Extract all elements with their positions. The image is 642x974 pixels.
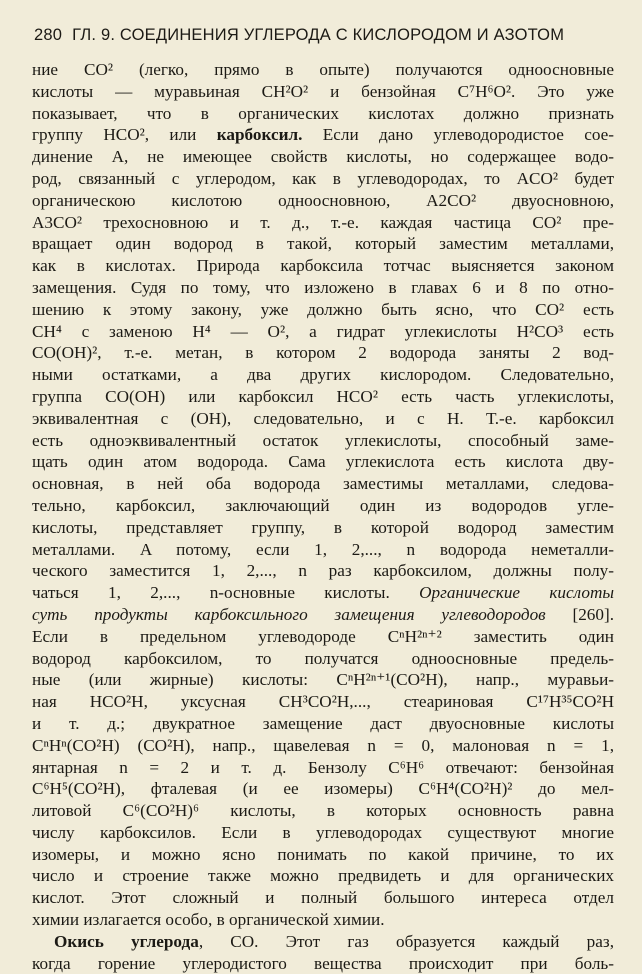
- text-line: изомеры, и можно ясно понимать по какой причине, то их: [32, 844, 614, 864]
- text-line: число и строение также можно предвидеть и для органических: [32, 866, 614, 886]
- footnote-ref: [260].: [545, 604, 614, 624]
- page-number: 280: [34, 26, 63, 44]
- text-line: как в кислотах. Природа карбоксила тотчас выясняется законом: [32, 256, 614, 276]
- text-line: и т. д.; двукратное замещение даст двуосновные кислоты: [32, 713, 614, 733]
- text-line: замещения. Судя по тому, что изложено в главах 6 и 8 по отно-: [32, 277, 614, 297]
- text-line: ная HCO²H, уксусная CH³CO²H,..., стеариновая C¹⁷H³⁵CO²H: [32, 692, 614, 712]
- text-line: органическою кислотою одноосновною, A2CO² двуосновною,: [32, 190, 614, 210]
- text-line: кислот. Этот сложный и полный большого интереса отдел: [32, 888, 614, 908]
- text-line: показывает, что в органических кислотах должно признать: [32, 103, 614, 123]
- text-line: A3CO² трехосновною и т. д., т.-е. каждая частица CO² пре-: [32, 212, 614, 232]
- paragraph-carbon-monoxide: [32, 931, 614, 974]
- text-line: химии излагается особо, в органической химии.: [32, 910, 385, 930]
- text-line: ческого заместится 1, 2,..., n раз карбоксилом, должны полу-: [32, 561, 614, 581]
- text-line: водород карбоксилом, то получатся одноосновные предель-: [32, 648, 614, 668]
- text-line: основная, в ней оба водорода заместимы металлами, следова-: [32, 474, 614, 494]
- text-line: есть одноэквивалентный остаток углекислоты, способный заме-: [32, 430, 614, 450]
- text-line: числу карбоксилов. Если в углеводородах существуют многие: [32, 822, 614, 842]
- text-line: род, связанный с углеродом, как в углеводородах, то ACO² будет: [32, 168, 614, 188]
- text-line: ные (или жирные) кислоты: CⁿH²ⁿ⁺¹(CO²H), напр., муравьи-: [32, 670, 614, 690]
- text-line: кислоты, представляет группу, в которой водород заместим: [32, 517, 614, 537]
- text-fragment: группу HCO², или: [32, 125, 217, 145]
- text-line: ными остатками, а два других кислородом. Следовательно,: [32, 365, 614, 385]
- running-head: [34, 26, 614, 45]
- text-line: янтарная n = 2 и т. д. Бензолу C⁶H⁶ отвечают: бензойная: [32, 757, 614, 777]
- text-fragment: чаться 1, 2,..., n-основные кислоты.: [32, 583, 420, 603]
- term-carbon-monoxide: Окись углерода: [54, 931, 199, 951]
- text-line: CO(OH)², т.-е. метан, в котором 2 водорода заняты 2 вод-: [32, 343, 614, 363]
- text-line: щать один атом водорода. Сама углекислота есть кислота дву-: [32, 452, 614, 472]
- term-carboxyl: карбоксил.: [216, 125, 303, 145]
- chapter-title: ГЛ. 9. СОЕДИНЕНИЯ УГЛЕРОДА С КИСЛОРОДОМ И АЗОТОМ: [72, 26, 565, 44]
- text-line: CH⁴ с заменою H⁴ — O², а гидрат углекислоты H²CO³ есть: [32, 321, 614, 341]
- text-line: [32, 604, 614, 626]
- text-line: ние CO² (легко, прямо в опыте) получаются одноосновные: [32, 60, 614, 79]
- text-fragment: , CO. Этот газ образуется каждый раз,: [198, 931, 614, 951]
- text-line: C⁶H⁵(CO²H), фталевая (и ее изомеры) C⁶H⁴(CO²H)² до мел-: [32, 779, 614, 799]
- text-line: [32, 124, 614, 146]
- text-line: вращает один водород в такой, который заместим металлами,: [32, 234, 614, 254]
- paragraph-carboxyl: [32, 59, 614, 931]
- italic-thesis-cont: суть продукты карбоксильного замещения углеводородов: [32, 604, 546, 624]
- text-line: литовой C⁶(CO²H)⁶ кислоты, в которых основность равна: [32, 801, 614, 821]
- text-line: [32, 931, 614, 953]
- text-line: эквивалентная с (OH), следовательно, и с H. Т.-е. карбоксил: [32, 408, 614, 428]
- text-line: когда горение углеродистого вещества происходит при боль-: [32, 953, 614, 973]
- text-line: динение A, не имеющее свойств кислоты, но содержащее водо-: [32, 147, 614, 167]
- text-fragment: Если дано углеводородистое сое-: [302, 125, 614, 145]
- text-line: CⁿHⁿ(CO²H) (CO²H), напр., щавелевая n = 0, малоновая n = 1,: [32, 735, 614, 755]
- italic-thesis: Органические кислоты: [419, 583, 614, 603]
- text-line: Если в предельном углеводороде CⁿH²ⁿ⁺² заместить один: [32, 626, 614, 646]
- body-text: [32, 59, 614, 974]
- text-line: шению к этому закону, уже должно быть ясно, что CO² есть: [32, 299, 614, 319]
- text-line: тельно, карбоксил, заключающий один из водородов угле-: [32, 495, 614, 515]
- text-line: группа CO(OH) или карбоксил HCO² есть часть углекислоты,: [32, 386, 614, 406]
- text-line: [32, 582, 614, 604]
- text-line: кислоты — муравьиная CH²O² и бензойная C⁷H⁶O². Это уже: [32, 81, 614, 101]
- text-line: металлами. A потому, если 1, 2,..., n водорода неметалли-: [32, 539, 614, 559]
